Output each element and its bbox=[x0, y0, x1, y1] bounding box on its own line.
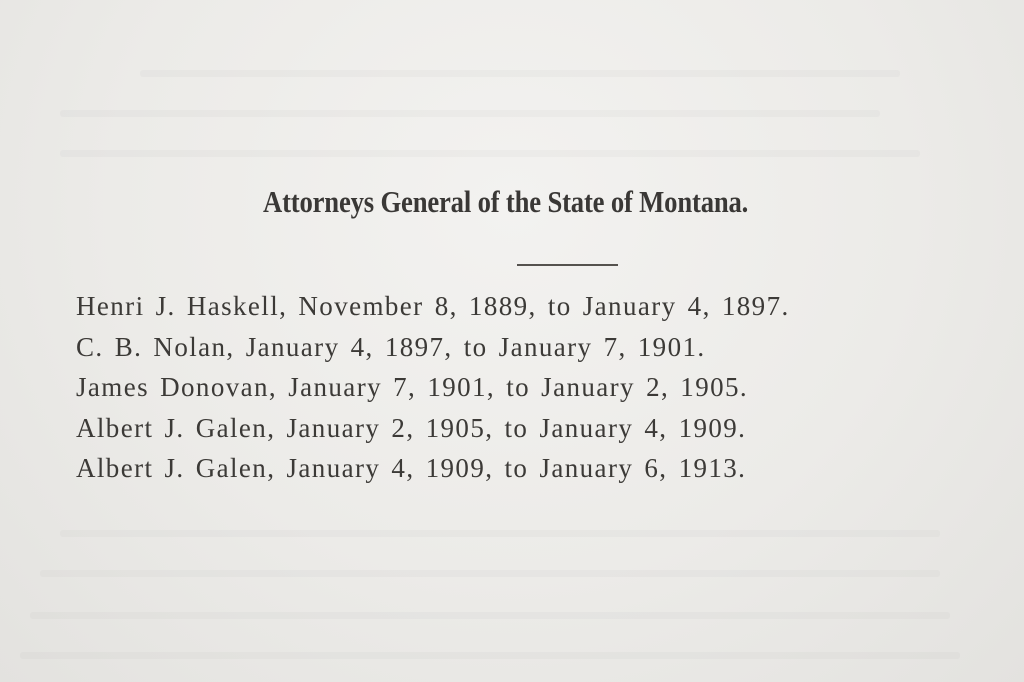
bleed-through-line bbox=[40, 570, 940, 577]
attorneys-list bbox=[76, 286, 790, 489]
page-title: Attorneys General of the State of Montana. bbox=[263, 184, 749, 219]
list-item: James Donovan, January 7, 1901, to January 2, 1905. bbox=[76, 372, 749, 402]
title-divider bbox=[517, 264, 618, 266]
bleed-through-line bbox=[140, 70, 900, 77]
bleed-through-line bbox=[60, 110, 880, 117]
bleed-through-line bbox=[60, 150, 920, 157]
list-item: Albert J. Galen, January 2, 1905, to January 4, 1909. bbox=[76, 412, 747, 443]
list-item: C. B. Nolan, January 4, 1897, to January 7, 1901. bbox=[76, 331, 706, 362]
bleed-through-line bbox=[60, 530, 940, 537]
list-item: Albert J. Galen, January 4, 1909, to January 6, 1913. bbox=[76, 453, 747, 483]
bleed-through-line bbox=[30, 612, 950, 619]
list-item: Henri J. Haskell, November 8, 1889, to January 4, 1897. bbox=[76, 291, 790, 321]
bleed-through-line bbox=[20, 652, 960, 659]
